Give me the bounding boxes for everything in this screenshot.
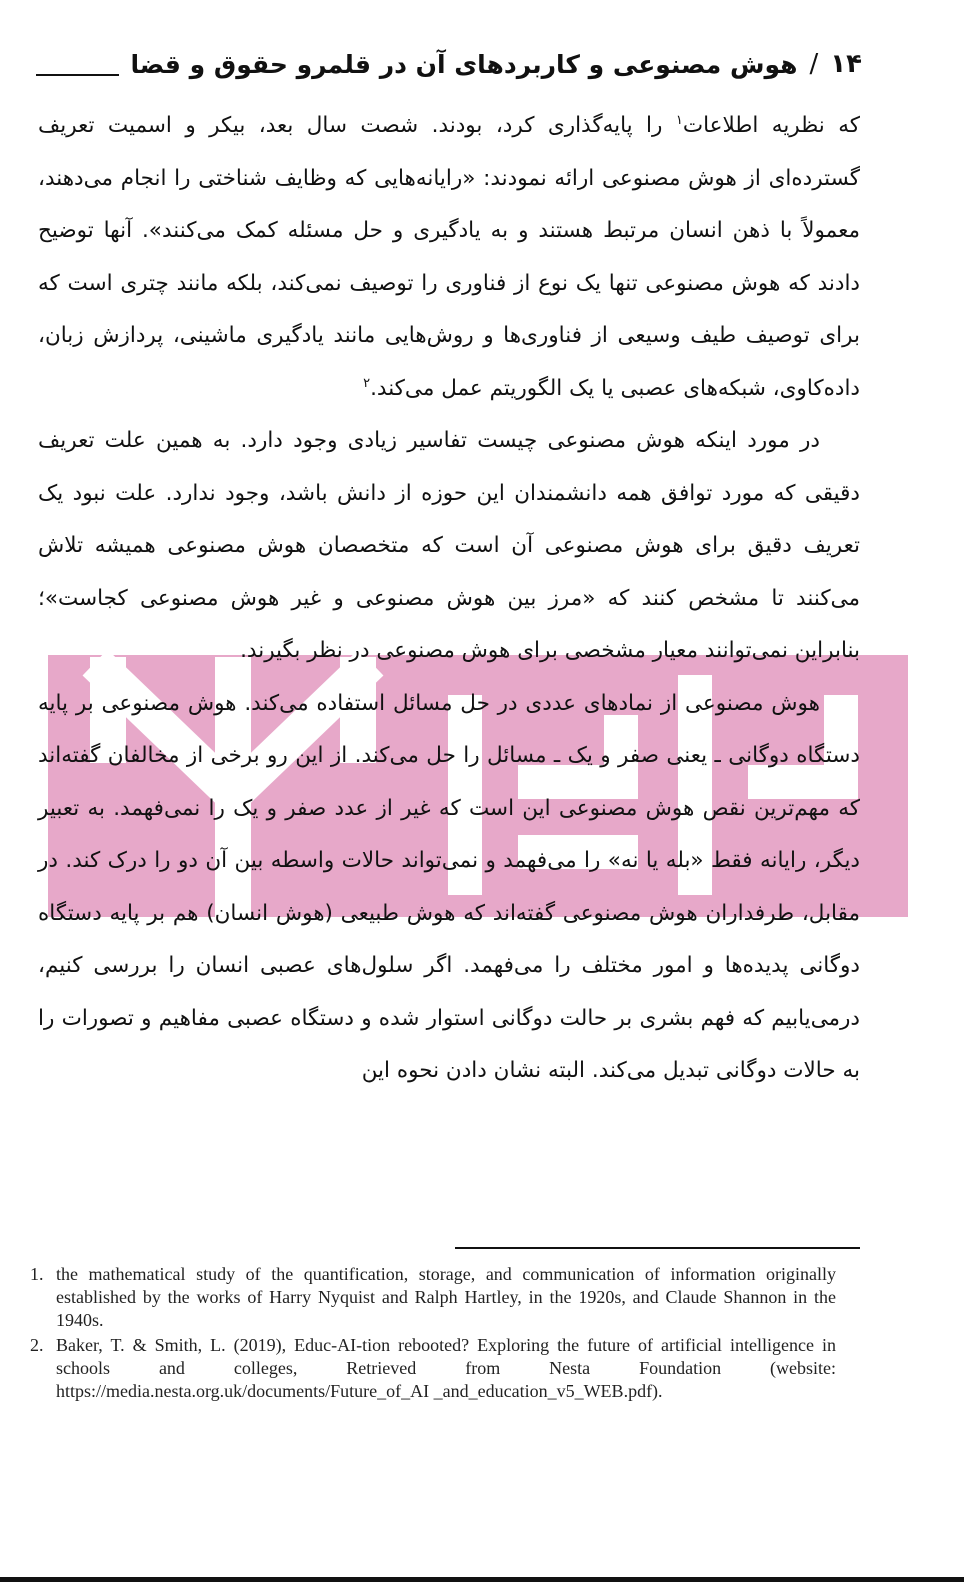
page-number: ۱۴ (830, 49, 862, 79)
paragraph-1-part-a: که نظریه اطلاعات (682, 113, 860, 138)
scan-bottom-edge (0, 1577, 964, 1582)
footnote-ref-2[interactable]: ۲ (363, 375, 371, 391)
footnote-separator (455, 1247, 860, 1249)
running-header (36, 44, 862, 84)
paragraph-1-part-b: را پایه‌گذاری کرد، بودند. شصت سال بعد، بیکر و اسمیت تعریف گسترده‌ای از هوش مصنوعی ارائه نمودند: «رایانه‌هایی که وظایف شناختی را انجام می‌دهند، معمولاً با ذهن انسان مرتبط هستند و به یادگیری و حل مسئله کمک می‌کنند». آنها توضیح دادند که هوش مصنوعی تنها یک نوع از فناوری را توصیف نمی‌کند، بلکه مانند چتری است که برای توصیف طیف وسیعی از فناوری‌ها و روش‌هایی مانند یادگیری ماشینی، پردازش زبان، داده‌کاوی، شبکه‌های عصبی یا یک الگوریتم عمل می‌کند. (38, 113, 860, 401)
running-title: هوش مصنوعی و کاربردهای آن در قلمرو حقوق و قضا (130, 49, 798, 79)
paragraph-2: در مورد اینکه هوش مصنوعی چیست تفاسیر زیادی وجود دارد. به همین علت تعریف دقیقی که مورد توافق همه دانشمندان این حوزه از دانش باشد، وجود ندارد. علت نبود یک تعریف دقیق برای هوش مصنوعی آن است که متخصصان هوش مصنوعی همیشه تلاش می‌کنند تا مشخص کنند که «مرز بین هوش مصنوعی و غیر هوش مصنوعی کجاست»؛ بنابراین نمی‌توانند معیار مشخصی برای هوش مصنوعی در نظر بگیرند. (38, 428, 860, 663)
footnote-number: 1. (30, 1264, 44, 1284)
header-rule (36, 74, 119, 76)
footnote-1 (30, 1263, 836, 1332)
footnote-number: 2. (30, 1335, 44, 1355)
main-text (38, 100, 860, 1098)
footnote-text: Baker, T. & Smith, L. (2019), Educ-AI-tion rebooted? Exploring the future of artificial intelligence in schools and colleges, Retrieved from Nesta Foundation (website: https://media.nesta.org.uk/documents/Future_of_AI _and_education_v5_WEB.pdf). (56, 1335, 836, 1401)
paragraph-1 (38, 100, 860, 415)
footnote-ref-1[interactable]: ۱ (675, 112, 683, 128)
footnote-2 (30, 1334, 836, 1403)
footnote-text: the mathematical study of the quantification, storage, and communication of information originally established by the works of Harry Nyquist and Ralph Hartley, in the 1920s, and Claude Shannon in the 1940s. (56, 1264, 836, 1330)
footnotes (30, 1263, 836, 1405)
paragraph-3: هوش مصنوعی از نمادهای عددی در حل مسائل استفاده می‌کند. هوش مصنوعی بر پایه دستگاه دوگانی ـ یعنی صفر و یک ـ مسائل را حل می‌کند. از این رو برخی از مخالفان گفته‌اند که مهم‌ترین نقص هوش مصنوعی این است که غیر از عدد صفر و یک را نمی‌فهمد. به تعبیر دیگر، رایانه فقط «بله یا نه» را می‌فهمد و نمی‌تواند حالات واسطه بین آن دو را درک کند. در مقابل، طرفداران هوش مصنوعی گفته‌اند که هوش طبیعی (هوش انسان) هم بر پایه دستگاه دوگانی پدیده‌ها و امور مختلف را می‌فهمد. اگر سلول‌های عصبی انسان را بررسی کنیم، درمی‌یابیم که فهم بشری بر حالت دوگانی استوار شده و دستگاه عصبی مفاهیم و تصورات را به حالات دوگانی تبدیل می‌کند. البته نشان دادن نحوه این (38, 690, 860, 1083)
header-separator: / (809, 49, 819, 79)
